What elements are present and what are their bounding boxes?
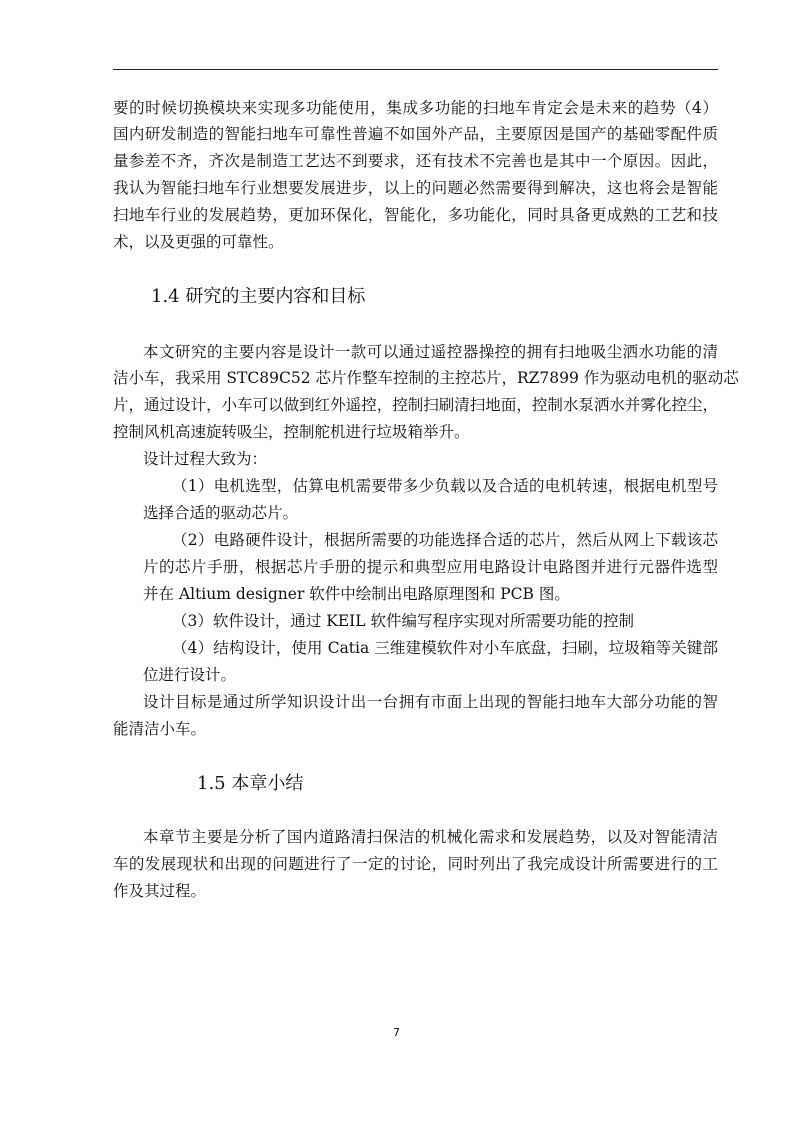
paragraph-line: 本章节主要是分析了国内道路清扫保洁的机械化需求和发展趋势，以及对智能清洁 <box>143 828 718 846</box>
paragraph-line: 要的时候切换模块来实现多功能使用，集成多功能的扫地车肯定会是未来的趋势（4） <box>113 99 718 117</box>
step-line: 并在 Altium designer 软件中绘制出电路原理图和 PCB 图。 <box>143 585 570 603</box>
process-label: 设计过程大致为： <box>143 450 268 468</box>
paragraph-line: 作及其过程。 <box>113 882 207 900</box>
paragraph-line: 扫地车行业的发展趋势，更加环保化，智能化，多功能化，同时具备更成熟的工艺和技 <box>113 206 718 224</box>
paragraph-line: 车的发展现状和出现的问题进行了一定的讨论，同时列出了我完成设计所需要进行的工 <box>113 855 718 873</box>
goal-line: 设计目标是通过所学知识设计出一台拥有市面上出现的智能扫地车大部分功能的智 <box>143 693 718 711</box>
paragraph-line: 控制风机高速旋转吸尘，控制舵机进行垃圾箱举升。 <box>113 423 470 441</box>
section-heading: 1.5 本章小结 <box>197 773 304 794</box>
paragraph-line: 本文研究的主要内容是设计一款可以通过遥控器操控的拥有扫地吸尘洒水功能的清 <box>143 343 718 361</box>
paragraph-line: 洁小车，我采用 STC89C52 芯片作整车控制的主控芯片，RZ7899 作为驱动电机的驱动芯 <box>113 369 739 387</box>
paragraph-line: 我认为智能扫地车行业想要发展进步，以上的问题必然需要得到解决，这也将会是智能 <box>113 179 718 197</box>
page-number: 7 <box>393 1026 400 1039</box>
step-line: （4）结构设计，使用 Catia 三维建模软件对小车底盘，扫刷，垃圾箱等关键部 <box>172 639 718 657</box>
section-heading: 1.4 研究的主要内容和目标 <box>151 286 366 307</box>
step-line: 选择合适的驱动芯片。 <box>143 504 299 522</box>
step-line: （2）电路硬件设计，根据所需要的功能选择合适的芯片，然后从网上下载该芯 <box>172 531 718 549</box>
step-line: 片的芯片手册，根据芯片手册的提示和典型应用电路设计电路图并进行元器件选型 <box>143 558 718 576</box>
step-line: （1）电机选型，估算电机需要带多少负载以及合适的电机转速，根据电机型号 <box>172 477 718 495</box>
step-line: （3）软件设计，通过 KEIL 软件编写程序实现对所需要功能的控制 <box>172 612 635 630</box>
paragraph-line: 量参差不齐，齐次是制造工艺达不到要求，还有技术不完善也是其中一个原因。因此， <box>113 152 718 170</box>
step-line: 位进行设计。 <box>143 666 237 684</box>
paragraph-line: 国内研发制造的智能扫地车可靠性普遍不如国外产品，主要原因是国产的基础零配件质 <box>113 125 718 143</box>
paragraph-line: 术，以及更强的可靠性。 <box>113 233 284 251</box>
goal-line: 能清洁小车。 <box>113 720 207 738</box>
header-rule <box>113 69 718 70</box>
paragraph-line: 片，通过设计，小车可以做到红外遥控，控制扫刷清扫地面，控制水泵洒水并雾化控尘， <box>113 396 718 414</box>
